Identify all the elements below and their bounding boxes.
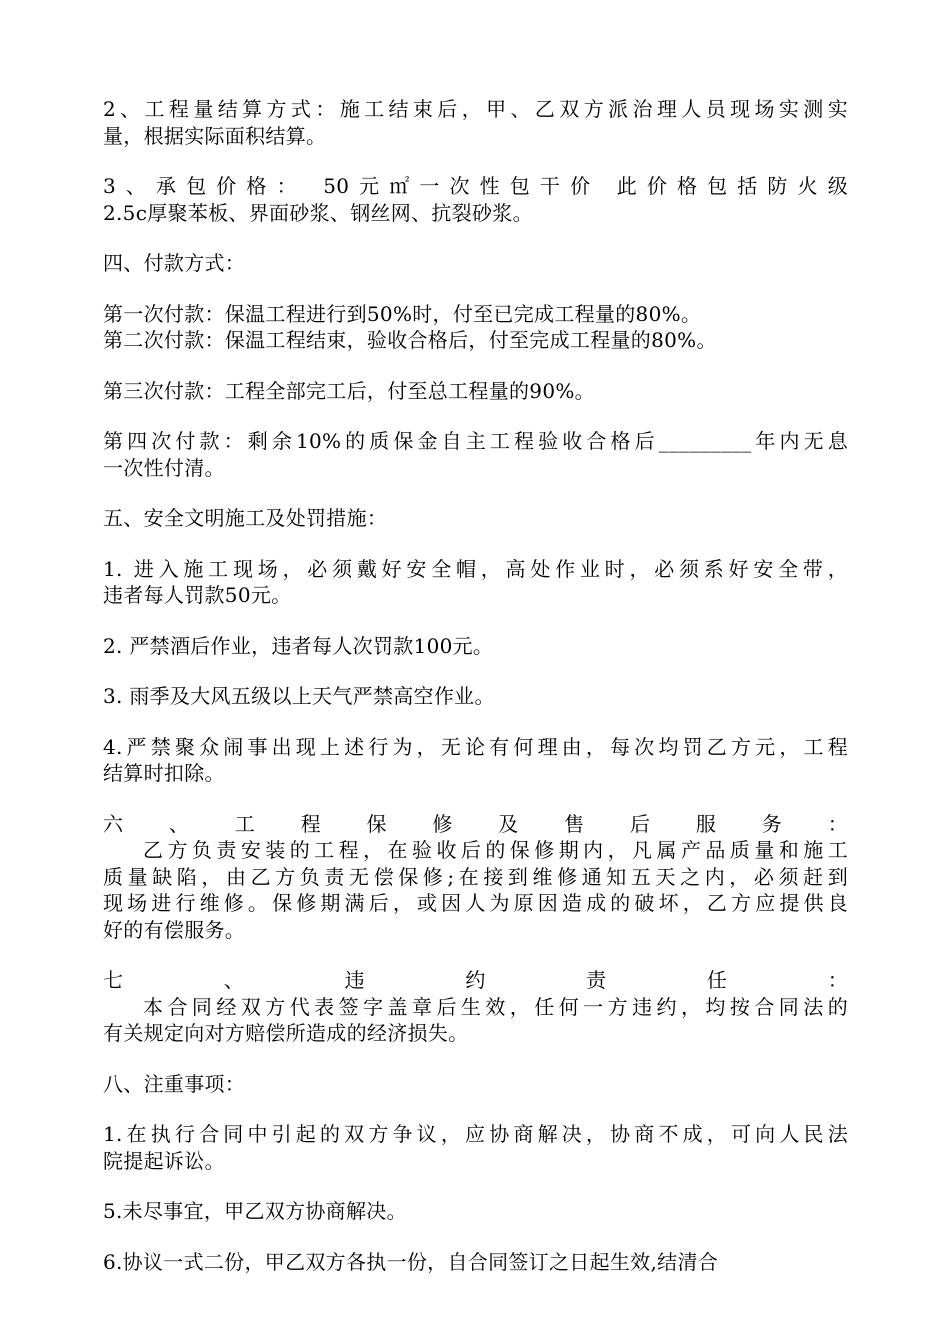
text-line: 4.严禁聚众闹事出现上述行为，无论有何理由，每次均罚乙方元，工程: [103, 734, 848, 759]
text-line: 七、违约责任：: [103, 968, 848, 992]
text-line: 质量缺陷，由乙方负责无偿保修;在接到维修通知五天之内，必须赶到: [103, 864, 848, 889]
text-line: 六、工程保修及售后服务：: [103, 811, 848, 836]
text-line: 一次性付清。: [103, 455, 225, 480]
paragraph-p2: [103, 173, 848, 226]
text-line: 2.5c厚聚苯板、界面砂浆、钢丝网、抗裂砂浆。: [103, 200, 533, 225]
text-line: 乙方负责安装的工程，在验收后的保修期内，凡属产品质量和施工: [143, 838, 848, 862]
text-line: 1.在执行合同中引起的双方争议，应协商解决，协商不成，可向人民法: [103, 1122, 848, 1146]
paragraph-p7: [103, 428, 848, 481]
paragraph-p17: [103, 1198, 848, 1225]
text-line: 五、安全文明施工及处罚措施：: [103, 506, 388, 530]
text-line: 3、承包价格： 50元㎡一次性包干价 此价格包括防火级: [103, 174, 848, 198]
paragraph-p16: [103, 1121, 848, 1174]
text-line: 第四次付款：剩余10%的质保金自主工程验收合格后_________年内无息: [103, 429, 848, 453]
text-line: 量，根据实际面积结算。: [103, 123, 327, 148]
text-line: 有关规定向对方赔偿所造成的经济损失。: [103, 1021, 469, 1045]
paragraph-p11: [103, 683, 848, 710]
paragraph-p4: [103, 301, 848, 328]
paragraph-p3: [103, 250, 848, 277]
text-line: 结算时扣除。: [103, 761, 225, 785]
paragraph-p6: [103, 378, 848, 405]
paragraph-p9: [103, 556, 848, 609]
text-line: 第三次付款：工程全部完工后，付至总工程量的90%。: [103, 378, 595, 403]
paragraph-p10: [103, 633, 848, 660]
paragraph-p15: [103, 1071, 848, 1098]
text-line: 2、工程量结算方式：施工结束后，甲、乙双方派治理人员现场实测实: [103, 97, 848, 121]
text-line: 5.未尽事宜，甲乙双方协商解决。: [103, 1199, 407, 1223]
paragraph-p13: [103, 811, 848, 944]
text-line: 第一次付款：保温工程进行到50%时，付至已完成工程量的80%。: [103, 301, 702, 326]
text-line: 3. 雨季及大风五级以上天气严禁高空作业。: [103, 684, 495, 708]
text-line: 2. 严禁酒后作业，违者每人次罚款100元。: [103, 633, 494, 658]
text-line: 6.协议一式二份，甲乙双方各执一份，自合同签订之日起生效,结清合: [103, 1249, 719, 1274]
paragraph-p14: [103, 967, 848, 1047]
text-line: 院提起诉讼。: [103, 1148, 225, 1173]
text-line: 违者每人罚款50元。: [103, 583, 292, 607]
text-line: 本合同经双方代表签字盖章后生效，任何一方违约，均按合同法的: [143, 994, 848, 1019]
paragraph-p1: [103, 96, 848, 149]
text-line: 四、付款方式：: [103, 251, 246, 275]
paragraph-p12: [103, 734, 848, 787]
text-line: 好的有偿服务。: [103, 917, 246, 942]
paragraph-p8: [103, 505, 848, 532]
document-body: [103, 96, 848, 1299]
text-line: 第二次付款：保温工程结束，验收合格后，付至完成工程量的80%。: [103, 328, 717, 352]
text-line: 1. 进入施工现场，必须戴好安全帽，高处作业时，必须系好安全带，: [103, 556, 848, 581]
text-line: 八、注重事项：: [103, 1071, 246, 1096]
text-line: 现场进行维修。保修期满后，或因人为原因造成的破坏，乙方应提供良: [103, 891, 848, 915]
paragraph-p5: [103, 327, 848, 354]
paragraph-p18: [103, 1249, 848, 1276]
